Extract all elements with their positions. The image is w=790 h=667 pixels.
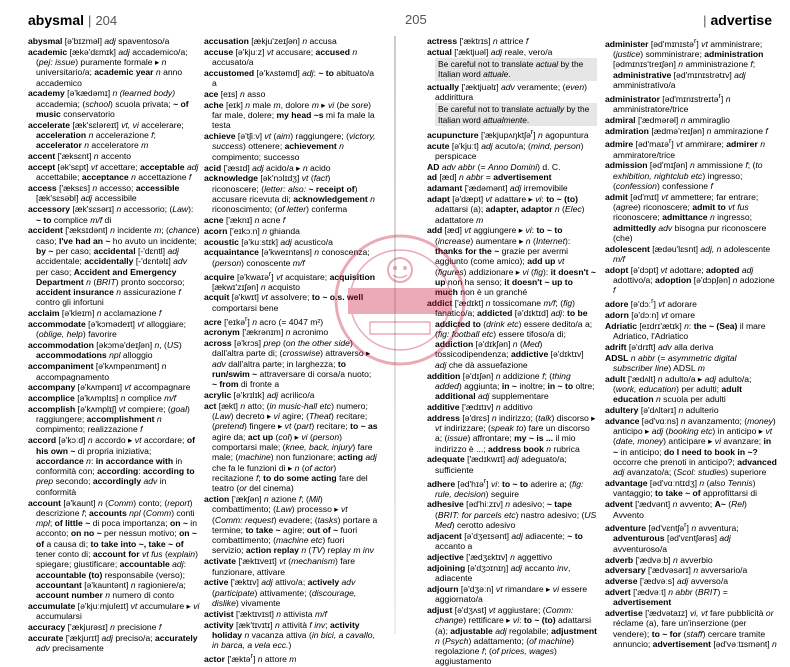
dictionary-entry: accumulate [ə'kjuːmjuleɪt] vt accumulare ▸ vi accumularsi (28, 601, 200, 622)
dictionary-entry: advert ['ædvəːt] n abbr (BRIT) = advertisement (605, 586, 728, 608)
dictionary-entry: accuse [ə'kjuːz] vt accusare; accused n accusato/a (204, 46, 358, 68)
dictionary-entry: accusation [ækju'zeɪʃən] n accusa (204, 36, 337, 46)
dictionary-entry: accent ['æksɛnt] n accento (28, 151, 132, 162)
dictionary-entry: advertise ['ædvətaɪz] vi, vt fare pubblicità or réclame (a), fare un'inserzione (per vendere); to ~ for (staff) cercare tramite annuncio; advertisement [əd'vəːtɪsmənt] n (605, 608, 777, 649)
dictionary-entry: acronym ['ækrənɪm] n acronimo (204, 327, 329, 338)
dictionary-entry: actually ['æktjuəlɪ] adv veramente; (even) addirittura (427, 81, 587, 102)
right-running-headword: advertise (710, 12, 772, 28)
dictionary-entry: adversary ['ædvəsərɪ] n avversario/a (605, 565, 748, 576)
dictionary-entry: addict ['ædɪkt] n tossicomane m/f; (fig) fanatico/a; addicted [ə'dɪktɪd] adj: to be addicted to (drink etc) essere dedito/a a; (fig: football etc) essere tifoso/a di; addiction [ə'dɪkʃən] n (Med) tossicodipendenza; addictive [ə'dɪktɪv] adj che dà assuefazione (427, 297, 593, 370)
dictionary-entry: additive ['ædɪtɪv] n additivo (427, 401, 533, 412)
dictionary-entry: adjacent [ə'dʒeɪsənt] adj adiacente; ~ to accanto a (427, 530, 583, 552)
left-page-number: 204 (95, 13, 118, 28)
dictionary-entry: advantage [əd'vɑːntɪdʒ] n (also Tennis) vantaggio; to take ~ of approfittarsi di (605, 478, 758, 499)
dictionary-entry: accommodation [əkɔmə'deɪʃən] n, (US) accommodations npl alloggio (28, 340, 182, 361)
left-column-1 (28, 36, 200, 654)
dictionary-entry: Adriatic [eɪdrɪ'ætɪk] n: the ~ (Sea) il mare Adriatico, l'Adriatico (605, 320, 766, 341)
dictionary-entry: acorn ['eɪkɔːn] n ghianda (204, 225, 300, 236)
header-separator: | (703, 13, 707, 28)
dictionary-entry: acquaintance [ə'kweɪntəns] n conoscenza; (person) conoscente m/f (204, 247, 370, 268)
dictionary-entry: across [ə'krɔs] prep (on the other side) dall'altra parte di; (crosswise) attraverso ▸ adv dall'altra parte; in larghezza; to run/swim ~ attraversare di corsa/a nuoto; ~ from di fronte a (204, 338, 372, 390)
right-columns (395, 36, 790, 667)
dictionary-entry: adverb ['ædvəːb] n avverbio (605, 554, 713, 565)
dictionary-entry: action ['ækʃən] n azione f; (Mil) combattimento; (Law) processo ▸ vt (Comm: request) evadere; (tasks) portare a termine; to take ~ agire; out of ~ fuori combattimento; (machine etc) fuori servizio; action replay n (TV) replay m inv (204, 493, 378, 556)
right-column-2 (605, 36, 777, 649)
dictionary-entry: accomplice [ə'kʌmplɪs] n complice m/f (28, 393, 176, 404)
dictionary-entry: AD adv abbr (= Anno Domini) d. C. (427, 161, 561, 172)
dictionary-entry: accessory [æk'sɛsərɪ] n accessorio; (Law): ~ to complice m/f di (28, 204, 194, 225)
usage-note: Be careful not to translate actually by the Italian word attualmente. (435, 103, 597, 126)
dictionary-entry: admire [əd'maɪə$^r$] vt ammirare; admirer n ammiratore/trice (605, 137, 765, 160)
dictionary-entry: accord [ə'kɔːd] n accordo ▸ vt accordare; of his own ~ di propria iniziativa; accordance n: in accordance with in conformità con; according: according to prep secondo; accordingly adv in conformità (28, 435, 195, 497)
dictionary-entry: acknowledge [ək'nɔlɪdʒ] vt (fact) riconoscere; (letter: also: ~ receipt of) accusare ricevuta di; acknowledgement n riconoscimento; (of letter) conferma (204, 173, 375, 215)
dictionary-entry: actress ['æktrɪs] n attrice f (427, 36, 529, 46)
dictionary-entry: adjourn [ə'dʒəːn] vt rimandare ▸ vi essere aggiornato/a (427, 583, 588, 605)
dictionary-entry: acid ['æsɪd] adj acido/a ▸ n acido (204, 162, 331, 173)
dictionary-entry: adjective ['ædʒɛktɪv] n aggettivo (427, 551, 553, 562)
dictionary-entry: accident ['æksɪdənt] n incidente m; (chance) caso; I've had an ~ ho avuto un incidente; by ~ per caso; accidental [-'dɛntl] adj accidentale; accidentally [-'dɛntəlɪ] adv per caso; Accident and Emergency Department n (BRIT) pronto soccorso; accident insurance n assicurazione f contro gli infortuni (28, 225, 200, 308)
dictionary-entry: adorn [ə'dɔːn] vt ornare (605, 309, 696, 320)
dictionary-entry: adultery [ə'dʌltərɪ] n adulterio (605, 405, 719, 416)
dictionary-entry: activity [æk'tɪvɪtɪ] n attività f inv; activity holiday n vacanza attiva (in bici, a cavallo, in barca, a vela ecc.) (204, 619, 375, 651)
dictionary-entry: adequate ['ædɪkwɪt] adj adeguato/a; sufficiente (427, 454, 567, 475)
dictionary-entry: adolescent [ædəu'lɛsnt] adj, n adolescente m/f (605, 243, 771, 265)
dictionary-entry: admit [əd'mɪt] vt ammettere; far entrare; (agree) riconoscere; admit to vt fus riconoscere; admittance n ingresso; admittedly adv bisogna pur riconoscere (che) (605, 191, 767, 243)
dictionary-entry: accuracy ['ækjurəsɪ] n precisione f (28, 622, 162, 633)
dictionary-entry: acne ['æknɪ] n acne f (204, 215, 286, 226)
dictionary-entry: accompany [ə'kʌmpənɪ] vt accompagnare (28, 382, 191, 393)
right-page-number: 205 (405, 12, 427, 27)
dictionary-entry: adhere [əd'hɪə$^r$] vi: to ~ to aderire a; (fig: rule, decision) seguire (427, 476, 584, 499)
left-running-headword: abysmal (28, 12, 85, 28)
dictionary-entry: academy [ə'kædəmɪ] n (learned body) accademia; (school) scuola privata; ~ of music conservatorio (28, 88, 189, 120)
dictionary-entry: accept [ək'sɛpt] vt accettare; acceptable adj accettabile; acceptance n accettazione f (28, 162, 199, 183)
dictionary-entry: account [ə'kaunt] n (Comm) conto; (report) descrizione f; accounts npl (Comm) conti mpl; of little ~ di poca importanza; on ~ in acconto; on no ~ per nessun motivo; on ~ of a causa di; to take into ~, take ~ of tener conto di; account for vt fus (explain) spiegare; giustificare; accountable adj: accountable (to) responsabile (verso); accountant [ə'kauntənt] n ragioniere/a; account number n numero di conto (28, 497, 198, 601)
usage-note: Be careful not to translate actual by the Italian word attuale. (435, 58, 597, 81)
dictionary-entry: adult ['ædʌlt] n adulto/a ▸ adj adulto/a; (work, education) per adulti; adult education n scuola per adulti (605, 373, 752, 405)
dictionary-entry: adore [ə'dɔː$^r$] vt adorare (605, 297, 697, 310)
dictionary-entry: adjust [ə'dʒʌst] vt aggiustare; (Comm: change) rettificare ▸ vi: to ~ (to) adattarsi (a); adjustable adj regolabile; adjustment n (Psych) adattamento; (of machine) regolazione f; (of prices, wages) aggiustamento (427, 604, 597, 667)
dictionary-entry: ache [eɪk] n male m, dolore m ▸ vi (be sore) far male, dolere; my head ~s mi fa male la testa (204, 99, 375, 131)
right-page (395, 0, 790, 667)
dictionary-entry: acute [ə'kjuːt] adj acuto/a; (mind, person) perspicace (427, 140, 584, 161)
dictionary-entry: activate ['æktɪveɪt] vt (mechanism) fare funzionare, attivare (204, 556, 356, 577)
dictionary-entry: ad [æd] n abbr = advertisement (427, 172, 552, 183)
dictionary-entry: adverse ['ædvəːs] adj avverso/a (605, 576, 728, 587)
dictionary-entry: adjoining [ə'dʒɔɪnɪŋ] adj accanto inv, adiacente (427, 562, 571, 584)
dictionary-entry: acclaim [ə'kleɪm] n acclamazione f (28, 308, 162, 319)
dictionary-entry: accelerate [æk'sɛləreɪt] vt, vi accelerare; acceleration n accelerazione f; accelerator n acceleratore m (28, 119, 184, 151)
dictionary-entry: actual ['æktjuəl] adj reale, vero/a (427, 46, 553, 57)
dictionary-entry: academic [ækə'dɛmɪk] adj accademico/a; (pej: issue) puramente formale ▸ n universitario/a; academic year n anno accademico (28, 46, 188, 88)
dictionary-entry: active ['æktɪv] adj attivo/a; actively adv (participate) attivamente; (discourage, dislike) vivamente (204, 577, 357, 608)
dictionary-entry: adhesive [əd'hiːzɪv] n adesivo; ~ tape (BRIT: for parcels etc) nastro adesivo; (US Med) cerotto adesivo (427, 499, 597, 531)
right-column-1 (427, 36, 597, 667)
dictionary-entry: act [ækt] n atto; (in music-hall etc) numero; (Law) decreto ▸ vi agire; (Theat) recitare; (pretend) fingere ▸ vt (part) recitare; to ~ as agire da; act up (col) ▸ vi (person) comportarsi male; (knee, back, injury) fare male; (machine) non funzionare; acting adj che fa le funzioni di ▸ n (of actor) recitazione f; to do some acting fare del teatro (or del cinema) (204, 400, 378, 494)
dictionary-entry: acupuncture ['ækjupʌŋktʃə$^r$] n agopuntura (427, 127, 589, 140)
dictionary-entry: accurate ['ækjurɪt] adj preciso/a; accurately adv precisamente (28, 632, 198, 654)
dictionary-entry: access ['æksɛs] n accesso; accessible [æk'sɛsəbl] adj accessibile (28, 183, 180, 204)
dictionary-entry: admiration [ædmə'reɪʃən] n ammirazione f (605, 125, 768, 136)
dictionary-entry: advance [əd'vɑːns] n avanzamento; (money) anticipo ▸ adj (booking etc) in anticipo ▸ vt (date, money) anticipare ▸ vi avanzare; in ~ in anticipo; do I need to book in ~? occorre che prenoti in anticipo?; advanced adj avanzato/a; (Scol: studies) superiore (605, 415, 777, 478)
left-columns (0, 36, 395, 664)
dictionary-entry: addition [ə'dɪʃən] n addizione f; (thing added) aggiunta; in ~ inoltre; in ~ to oltre; additional adj supplementare (427, 370, 595, 402)
dictionary-entry: acquit [ə'kwɪt] vt assolvere; to ~ o.s. well comportarsi bene (204, 292, 364, 313)
dictionary-entry: acre ['eɪkə$^r$] n acro (= 4047 m²) (204, 314, 324, 327)
header-separator: | (88, 13, 92, 28)
dictionary-entry: adapt [ə'dæpt] vt adattare ▸ vi: to ~ (to) adattarsi (a); adapter, adaptor n (Elec) adattatore m (427, 194, 585, 225)
dictionary-entry: acoustic [ə'kuːstɪk] adj acustico/a (204, 236, 333, 247)
right-page-header (699, 12, 772, 34)
dictionary-entry: activist ['æktɪvɪst] n attivista m/f (204, 608, 327, 619)
dictionary-entry: acquire [ə'kwaɪə$^r$] vt acquistare; acquisition [ækwɪ'zɪʃən] n acquisto (204, 269, 375, 292)
dictionary-entry: administrator [əd'mɪnɪstreɪtə$^r$] n amministratore/trice (605, 91, 731, 114)
dictionary-entry: adrift [ə'drɪft] adv alla deriva (605, 341, 714, 352)
dictionary-entry: administer [əd'mɪnɪstə$^r$] vt amministrare; (justice) somministrare; administration [ədmɪnɪs'treɪʃən] n amministrazione f; administrative [əd'mɪnɪstrətɪv] adj amministrativo/a (605, 37, 764, 91)
left-page (0, 0, 395, 664)
dictionary-entry: achieve [ə'tʃiːv] vt (aim) raggiungere; (victory, success) ottenere; achievement n compimento; successo (204, 131, 376, 162)
left-column-2 (204, 36, 378, 664)
dictionary-entry: accompaniment [ə'kʌmpənɪmənt] n accompagnamento (28, 361, 167, 382)
dictionary-entry: address [ə'drɛs] n indirizzo; (talk) discorso ▸ vt indirizzare; (speak to) fare un discorso a; (issue) affrontare; my ~ is ... il mio indirizzo è ...; address book n rubrica (427, 412, 596, 454)
dictionary-entry: ADSL n abbr (= asymmetric digital subscriber line) ADSL m (605, 352, 737, 373)
dictionary-entry: admission [əd'mɪʃən] n ammissione f; (to exhibition, nightclub etc) ingresso; (confession) confessione f (605, 160, 763, 191)
dictionary-entry: adventure [əd'vɛntʃə$^r$] n avventura; adventurous [əd'vɛntʃərəs] adj avventuroso/a (605, 521, 739, 554)
dictionary-entry: admiral ['ædmərəl] n ammiraglio (605, 114, 730, 125)
dictionary-entry: actor ['æktə$^r$] n attore m (204, 651, 297, 664)
dictionary-entry: accustomed [ə'kʌstəmd] adj: ~ to abituato/a a (204, 67, 375, 89)
dictionary-entry: adopt [ə'dɔpt] vt adottare; adopted adj adottivo/a; adoption [ə'dɔpʃən] n adozione f (605, 264, 775, 296)
dictionary-entry: ace [eɪs] n asso (204, 88, 266, 99)
dictionary-entry: accommodate [ə'kɔmədeɪt] vt alloggiare; (oblige, help) favorire (28, 319, 187, 340)
left-page-header (28, 12, 117, 34)
dictionary-entry: acrylic [ə'krɪlɪk] adj acrilico/a (204, 390, 315, 401)
dictionary-entry: add [æd] vt aggiungere ▸ vi: to ~ to (increase) aumentare ▸ n (Internet): thanks for the ~ grazie per avermi aggiunto (come amico); add up vt (figures) addizionare ▸ vi (fig): it doesn't ~ up non ha senso; it doesn't ~ up to much non è un granché (427, 225, 596, 298)
dictionary-entry: advent ['ædvənt] n avvento; A~ (Rel) Avvento (605, 499, 747, 520)
dictionary-entry: accomplish [ə'kʌmplɪʃ] vt compiere; (goal) raggiungere; accomplishment n compimento; realizzazione f (28, 403, 190, 435)
dictionary-entry: abysmal [ə'bɪzməl] adj spaventoso/a (28, 36, 170, 46)
dictionary-entry: adamant ['ædəmənt] adj irremovibile (427, 183, 568, 194)
